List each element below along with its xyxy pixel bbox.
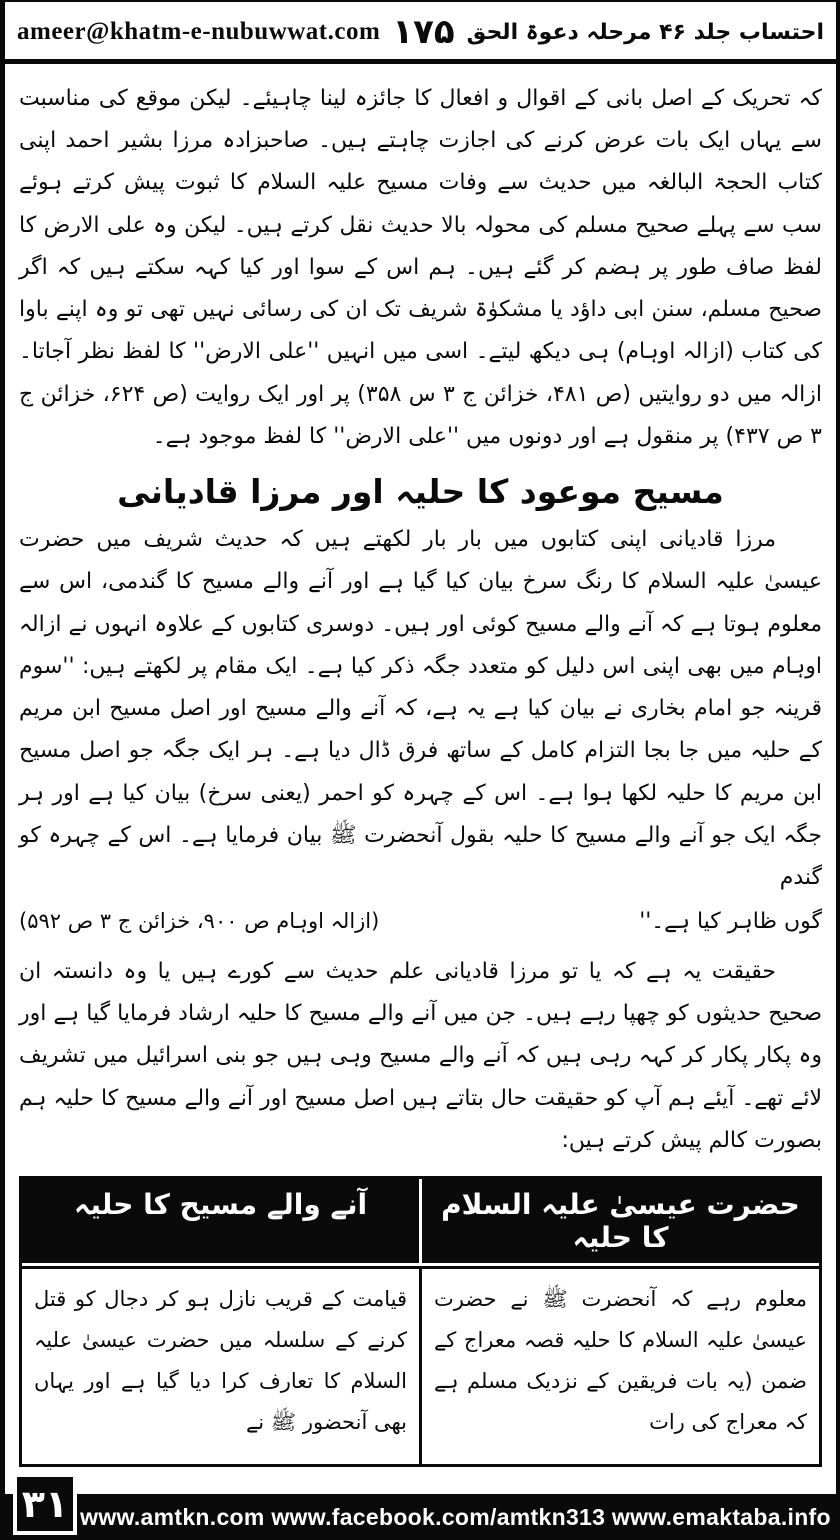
comparison-table bbox=[19, 1176, 822, 1467]
footer-bar bbox=[5, 1494, 836, 1540]
book-title: احتساب جلد ۴۶ مرحلہ دعوۃ الحق bbox=[466, 19, 824, 45]
table-header-row bbox=[22, 1179, 819, 1269]
section-heading: مسیح موعود کا حلیہ اور مرزا قادیانی bbox=[117, 472, 724, 512]
table-body-row bbox=[22, 1269, 819, 1464]
page-header bbox=[5, 2, 836, 56]
quote-citation-line bbox=[19, 901, 822, 943]
table-cell-isa: معلوم رہے کہ آنحضرت ﷺ نے حضرت عیسیٰ علیہ السلام کا حلیہ قصہ معراج کے ضمن (یہ بات فریقین کے نزدیک مسلم ہے کہ معراج کی رات bbox=[419, 1269, 819, 1464]
footer-urls: www.amtkn.com www.facebook.com/amtkn313 www.emaktaba.info bbox=[80, 1503, 831, 1530]
page-number-top: ۱۷۵ bbox=[392, 12, 455, 52]
book-citation: (ازالہ اوہام ص ۹۰۰، خزائن ج ۳ ص ۵۹۲) bbox=[19, 909, 380, 934]
paragraph-conclusion: حقیقت یہ ہے کہ یا تو مرزا قادیانی علم حدیث سے کورے ہیں یا وہ دانستہ ان صحیح حدیثوں کو چھپا رہے ہیں۔ جن میں آنے والے مسیح کا حلیہ ارشاد فرمایا گیا ہے اور وہ پکار پکار کر کہہ رہی ہیں کہ آنے والے مسیح وہی ہیں جو بنی اسرائیل میں تشریف لائے تھے۔ آیئے ہم آپ کو حقیقت حال بتاتے ہیں اصل مسیح اور آنے والے مسیح کا حلیہ ہم بصورت کالم پیش کرتے ہیں: bbox=[19, 959, 822, 1153]
paragraph-mirza-claims: مرزا قادیانی اپنی کتابوں میں بار بار لکھتے ہیں کہ حدیث شریف میں حضرت عیسیٰ علیہ السلام کا رنگ سرخ بیان کیا گیا ہے اور آنے والے مسیح کا گندمی، اس سے معلوم ہوتا ہے کہ آنے والے مسیح کوئی اور ہیں۔ دوسری کتابوں کے علاوہ انہوں نے ازالہ اوہام میں بھی اپنی اس دلیل کو متعدد جگہ ذکر کیا ہے۔ ایک مقام پر لکھتے ہیں: ''سوم قرینہ جو امام بخاری نے بیان کیا ہے یہ ہے، کہ آنے والے مسیح اور اصل مسیح ابن مریم کے حلیہ میں جا بجا التزام کامل کے ساتھ فرق ڈال دیا ہے۔ ہر ایک جگہ جو اصل مسیح ابن مریم کا حلیہ لکھا ہوا ہے۔ اس کے چہرہ کو احمر (یعنی سرخ) بیان کیا ہے اور ہر جگہ ایک جو آنے والے مسیح کا حلیہ بقول آنحضرت ﷺ بیان فرمایا ہے۔ اس کے چہرہ کو گندم bbox=[19, 527, 822, 890]
page-number-badge: ۳۱ bbox=[13, 1473, 77, 1535]
page-body bbox=[5, 64, 836, 1467]
contact-email: ameer@khatm-e-nubuwwat.com bbox=[17, 18, 381, 45]
paragraph-continuation: کہ تحریک کے اصل بانی کے اقوال و افعال کا جائزہ لینا چاہیئے۔ لیکن موقع کی مناسبت سے یہاں ایک بات عرض کرنے کی اجازت چاہتے ہیں۔ صاحبزادہ مرزا بشیر احمد اپنی کتاب الحجۃ البالغہ میں حدیث سے وفات مسیح علیہ السلام کا ثبوت پیش کرتے ہوئے سب سے پہلے صحیح مسلم کی محولہ بالا حدیث نقل کرتے ہیں۔ لیکن وہ علی الارض کا لفظ صاف طور پر ہضم کر گئے ہیں۔ ہم اس کے سوا اور کیا کہہ سکتے ہیں کہ اگر صحیح مسلم، سنن ابی داؤد یا مشکوٰۃ شریف تک ان کی رسائی نہیں تھی تو وہ اپنے باوا کی کتاب (ازالہ اوہام) ہی دیکھ لیتے۔ اسی میں انہیں ''علی الارض'' کا لفظ نظر آجاتا۔ ازالہ میں دو روایتیں (ص ۴۸۱، خزائن ج ۳ س ۳۵۸) پر اور ایک روایت (ص ۶۲۴، خزائن ج ۳ ص ۴۳۷) پر منقول ہے اور دونوں میں ''علی الارض'' کا لفظ موجود ہے۔ bbox=[19, 86, 823, 449]
table-cell-coming-masih: قیامت کے قریب نازل ہو کر دجال کو قتل کرنے کے سلسلہ میں حضرت عیسیٰ علیہ السلام کا تعارف کرا دیا گیا ہے اور یہاں بھی آنحضور ﷺ نے bbox=[34, 1287, 407, 1434]
table-header-isa: حضرت عیسیٰ علیہ السلام کا حلیہ bbox=[422, 1179, 819, 1263]
table-header-coming-masih: آنے والے مسیح کا حلیہ bbox=[22, 1179, 419, 1263]
quote-tail: گوں ظاہر کیا ہے۔'' bbox=[639, 909, 822, 935]
